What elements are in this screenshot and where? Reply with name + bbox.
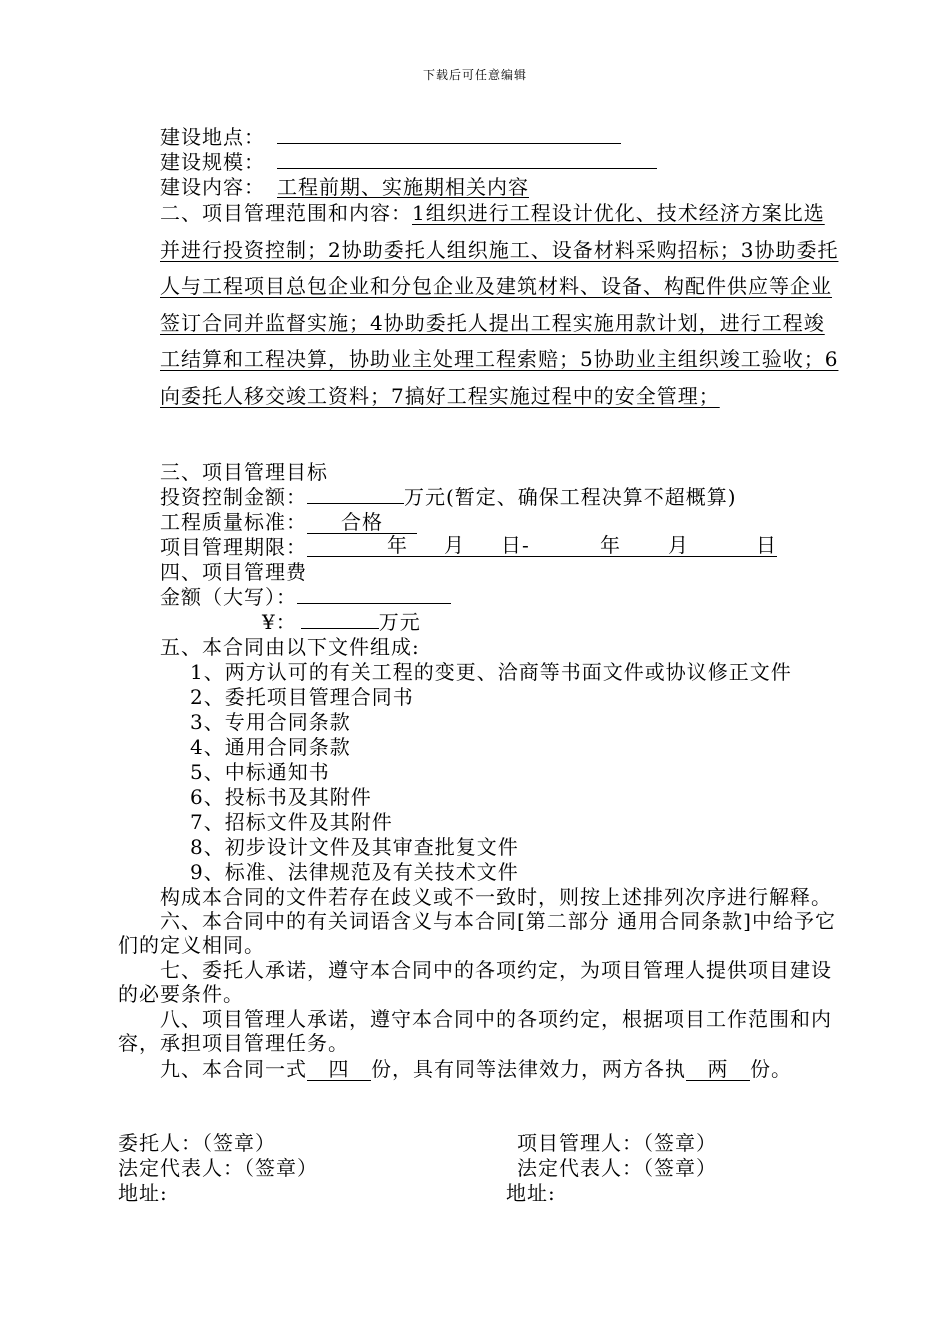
docs-order-note: 构成本合同的文件若存在歧义或不一致时，则按上述排列次序进行解释。: [160, 885, 832, 909]
invest-label: 投资控制金额：: [160, 485, 307, 509]
fee-amount-row: [160, 584, 451, 610]
doc-item: 6、投标书及其附件: [190, 785, 372, 809]
site-field[interactable]: [277, 124, 621, 144]
quality-label: 工程质量标准：: [160, 510, 307, 534]
manager-address: 地址:: [506, 1181, 556, 1205]
scale-row: [160, 149, 657, 175]
clause-nine: [160, 1056, 792, 1082]
clause-eight: 八、项目管理人承诺，遵守本合同中的各项约定，根据项目工作范围和内容，承担项目管理任务。: [118, 1007, 832, 1055]
invest-field[interactable]: [307, 484, 404, 504]
quality-row: [160, 509, 417, 535]
doc-item: 8、初步设计文件及其审查批复文件: [190, 835, 519, 859]
period-year: 年: [387, 533, 408, 557]
clause-nine-c: 份。: [750, 1057, 792, 1081]
quality-value: 合格: [307, 511, 417, 534]
scale-field[interactable]: [277, 149, 657, 169]
copies-total: 四: [307, 1058, 371, 1081]
doc-item: 3、专用合同条款: [190, 710, 351, 734]
clause-six: 六、本合同中的有关词语含义与本合同[第二部分 通用合同条款]中给予它们的定义相同。: [118, 909, 836, 957]
client-address: 地址:: [118, 1181, 168, 1205]
client-rep-signature: 法定代表人：（签章）: [118, 1156, 318, 1180]
fee-amount-label: 金额（大写）：: [160, 585, 297, 609]
doc-item: 9、标准、法律规范及有关技术文件: [190, 860, 519, 884]
content-label: 建设内容：: [160, 175, 265, 199]
scope-text: 1组织进行工程设计优化、技术经济方案比选并进行投资控制；2协助委托人组织施工、设备材料采购招标；3协助委托人与工程项目总包企业和分包企业及建筑材料、设备、构配件供应等企业签订合同并监督实施；4协助委托人提出工程实施用款计划，进行工程竣工结算和工程决算，协助业主处理工程索赔；5协助业主组织竣工验收；6向委托人移交竣工资料；7搞好工程实施过程中的安全管理；: [160, 201, 839, 408]
invest-row: [160, 484, 737, 510]
scope-paragraph: [160, 195, 840, 414]
period-day: 日-: [501, 533, 530, 557]
client-signature: 委托人：（签章）: [118, 1131, 276, 1155]
site-label: 建设地点：: [160, 125, 265, 149]
scale-label: 建设规模：: [160, 150, 265, 174]
period-row: [160, 534, 777, 560]
clause-nine-a: 九、本合同一式: [160, 1057, 307, 1081]
period-day2: 日: [756, 533, 777, 557]
manager-signature: 项目管理人：（签章）: [517, 1131, 717, 1155]
period-month: 月: [444, 533, 465, 557]
fee-amount-field[interactable]: [297, 584, 451, 604]
fee-yen-label: ¥：: [262, 610, 297, 634]
period-year2: 年: [600, 533, 621, 557]
goals-heading: 三、项目管理目标: [160, 460, 328, 484]
period-field[interactable]: [307, 534, 777, 557]
scope-label: 二、项目管理范围和内容：: [160, 201, 412, 225]
doc-item: 1、两方认可的有关工程的变更、洽商等书面文件或协议修正文件: [190, 660, 792, 684]
doc-item: 5、中标通知书: [190, 760, 330, 784]
period-label: 项目管理期限：: [160, 535, 307, 559]
clause-nine-b: 份，具有同等法律效力，两方各执: [371, 1057, 686, 1081]
invest-unit: 万元(暂定、确保工程决算不超概算): [404, 485, 737, 509]
fee-heading: 四、项目管理费: [160, 560, 307, 584]
fee-unit: 万元: [378, 610, 421, 634]
copies-each: 两: [686, 1058, 750, 1081]
page-header-note: 下载后可任意编辑: [422, 68, 527, 82]
fee-yen-row: [262, 609, 421, 635]
doc-item: 7、招标文件及其附件: [190, 810, 393, 834]
doc-item: 4、通用合同条款: [190, 735, 351, 759]
period-month2: 月: [668, 533, 689, 557]
content-value: 工程前期、实施期相关内容: [277, 175, 529, 199]
site-row: [160, 124, 621, 150]
fee-yen-field[interactable]: [301, 609, 379, 629]
manager-rep-signature: 法定代表人：（签章）: [517, 1156, 717, 1180]
doc-item: 2、委托项目管理合同书: [190, 685, 414, 709]
docs-heading: 五、本合同由以下文件组成:: [160, 635, 420, 659]
clause-seven: 七、委托人承诺，遵守本合同中的各项约定，为项目管理人提供项目建设的必要条件。: [118, 958, 832, 1006]
